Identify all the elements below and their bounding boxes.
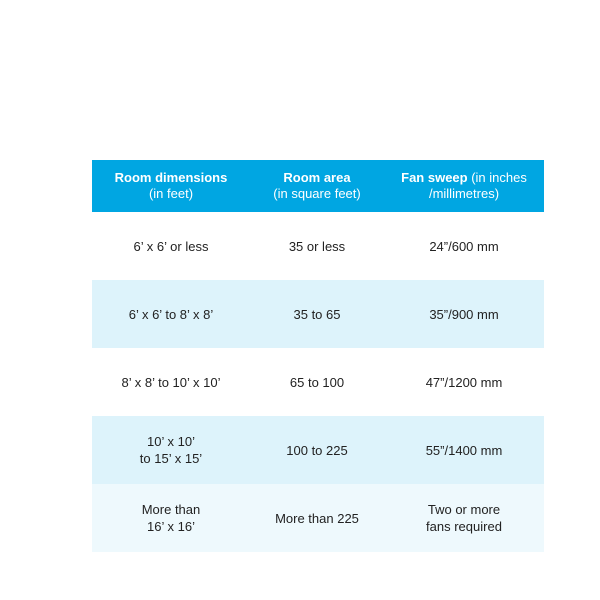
column-header-room-dimensions-sub: (in feet) (148, 186, 194, 201)
cell-room-dimensions (92, 348, 250, 416)
table-row (92, 348, 544, 416)
cell-fan-sweep (384, 484, 544, 552)
table-header-row (92, 160, 544, 212)
cell-text: Two or more (427, 502, 501, 517)
fan-size-table-container (92, 160, 527, 552)
cell-text: 16’ x 16’ (147, 519, 195, 534)
fan-size-table (92, 160, 544, 552)
table-row (92, 484, 544, 552)
column-header-room-area-sub: (in square feet) (273, 186, 361, 201)
cell-room-area (250, 212, 384, 280)
cell-room-dimensions (92, 280, 250, 348)
cell-text: 35 to 65 (293, 306, 341, 322)
cell-fan-sweep (384, 416, 544, 484)
cell-text: 10’ x 10’ (147, 434, 195, 449)
cell-text: More than 225 (275, 510, 359, 526)
cell-room-dimensions (92, 416, 250, 484)
table-head (92, 160, 544, 212)
cell-text: fans required (426, 519, 502, 534)
column-header-fan-sweep-sub: (in inches (471, 170, 527, 185)
cell-room-area (250, 484, 384, 552)
column-header-room-dimensions-main: Room dimensions (114, 170, 228, 185)
cell-text: 35”/900 mm (429, 306, 499, 322)
cell-room-area (250, 348, 384, 416)
column-header-fan-sweep (384, 160, 544, 212)
column-header-room-area-main: Room area (283, 170, 351, 185)
cell-text: 100 to 225 (286, 442, 348, 458)
cell-fan-sweep (384, 212, 544, 280)
cell-text: More than (141, 502, 201, 517)
cell-fan-sweep (384, 348, 544, 416)
cell-room-area (250, 416, 384, 484)
cell-text: 6’ x 6’ or less (133, 238, 209, 254)
table-row (92, 416, 544, 484)
cell-text: to 15’ x 15’ (139, 451, 203, 466)
cell-room-dimensions (92, 484, 250, 552)
cell-text: 47”/1200 mm (425, 374, 503, 390)
table-row (92, 212, 544, 280)
cell-text: 65 to 100 (289, 374, 345, 390)
cell-room-dimensions (92, 212, 250, 280)
cell-room-area (250, 280, 384, 348)
cell-fan-sweep (384, 280, 544, 348)
cell-text: 24”/600 mm (429, 238, 499, 254)
cell-text: 55”/1400 mm (425, 442, 503, 458)
column-header-fan-sweep-main: Fan sweep (401, 170, 468, 185)
table-body (92, 212, 544, 552)
column-header-room-area (250, 160, 384, 212)
table-row (92, 280, 544, 348)
cell-text: 35 or less (288, 238, 346, 254)
column-header-fan-sweep-sub2: /millimetres) (428, 186, 500, 201)
cell-text: 8’ x 8’ to 10’ x 10’ (121, 374, 221, 390)
column-header-room-dimensions (92, 160, 250, 212)
cell-text: 6’ x 6’ to 8’ x 8’ (128, 306, 214, 322)
